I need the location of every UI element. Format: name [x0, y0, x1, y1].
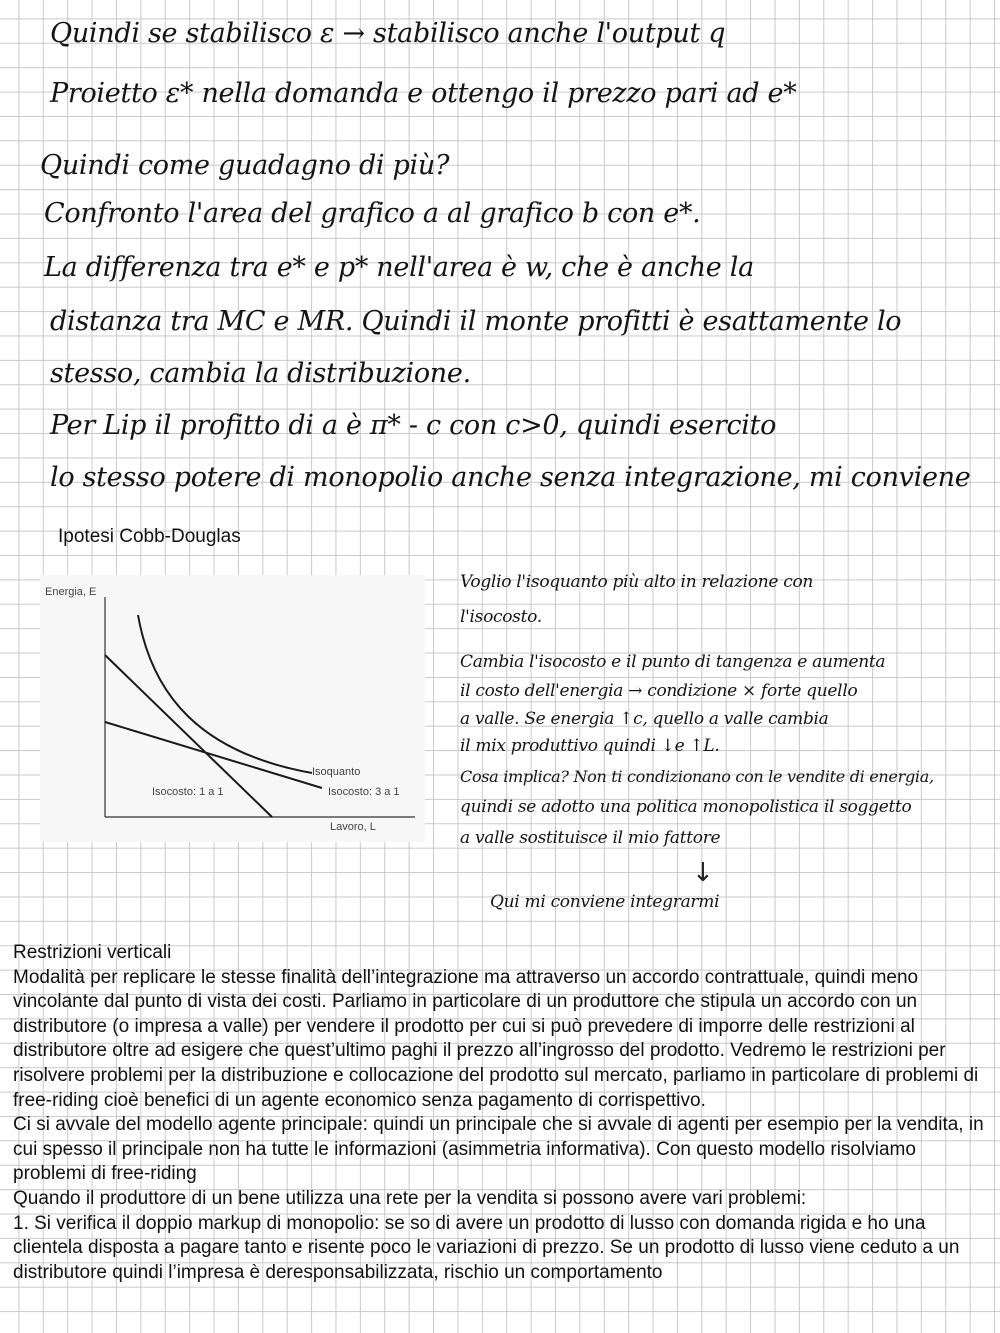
isocost-line-3-to-1 [105, 722, 322, 788]
paragraph: Ci si avvale del modello agente principale: quindi un principale che si avvale di agenti per esempio per la vendita, in cui spesso il principale non ha tutte le informazioni (asimmetria informativa). Con questo modello risolviamo problemi di free-riding [13, 1114, 984, 1185]
section-heading: Restrizioni verticali [13, 942, 172, 963]
paragraph: Quando il produttore di un bene utilizza una rete per la vendita si possono avere vari problemi: [13, 1187, 807, 1209]
handwritten-side-line: l'isocosto. [460, 607, 542, 627]
paragraph: Modalità per replicare le stesse finalità dell’integrazione ma attraverso un accordo contrattuale, quindi meno vincolante dal punto di vista dei costi. Parliamo in particolare di un produttore che stipula un accordo con un distributore (o impresa a valle) per vendere il prodotto per cui si può prevedere di imporre delle restrizioni al distributore oltre ad esigere che quest’ultimo paghi il prezzo all’ingrosso del prodotto. Vedremo le restrizioni per risolvere problemi per la distribuzione e collocazione del prodotto sul mercato, parliamo in particolare di problemi di free-riding cioè benefici di un agente economico senza pagamento di corrispettivo. [13, 966, 979, 1111]
handwritten-line: distanza tra MC e MR. Quindi il monte profitti è esattamente lo [50, 306, 902, 337]
handwritten-conclusion: Qui mi conviene integrarmi [490, 892, 720, 912]
handwritten-line: Confronto l'area del grafico a al grafico b con e*. [44, 198, 701, 229]
handwritten-side-line: Cosa implica? Non ti condizionano con le vendite di energia, [460, 767, 934, 786]
arrow-down-icon: ↓ [692, 858, 714, 888]
isoquant-isocost-diagram [40, 575, 425, 842]
handwritten-side-line: Voglio l'isoquanto più alto in relazione con [460, 572, 814, 592]
handwritten-side-line: a valle sostituisce il mio fattore [460, 828, 721, 848]
handwritten-side-line: il costo dell'energia → condizione × forte quello [460, 681, 858, 701]
handwritten-line: stesso, cambia la distribuzione. [50, 358, 471, 389]
body-text [13, 941, 993, 1285]
y-axis-label: Energia, E [45, 586, 97, 598]
handwritten-line: lo stesso potere di monopolio anche senza integrazione, mi conviene [50, 462, 971, 493]
cobb-douglas-figure [40, 575, 425, 842]
handwritten-line: Quindi come guadagno di più? [40, 150, 450, 181]
handwritten-line: Proietto ε* nella domanda e ottengo il prezzo pari ad e* [50, 78, 797, 109]
handwritten-line: La differenza tra e* e p* nell'area è w, che è anche la [44, 252, 754, 283]
isoquant-curve [138, 615, 312, 773]
isocost-1-label: Isocosto: 1 a 1 [152, 786, 224, 798]
isoquant-label: Isoquanto [312, 766, 361, 778]
isocost-3-label: Isocosto: 3 a 1 [328, 786, 400, 798]
handwritten-line: Per Lip il profitto di a è π* - c con c>0, quindi esercito [50, 410, 777, 441]
paragraph: 1. Si verifica il doppio markup di monopolio: se so di avere un prodotto di lusso con domanda rigida e ho una clientela disposta a pagare tanto e risente poco le variazioni di prezzo. Se un prodotto di lusso viene ceduto a un distributore quindi l’impresa è deresponsabilizzata, rischio un comportamento [13, 1212, 960, 1283]
handwritten-side-line: a valle. Se energia ↑c, quello a valle cambia [460, 709, 829, 729]
x-axis-label: Lavoro, L [330, 821, 376, 833]
figure-caption: Ipotesi Cobb-Douglas [58, 526, 241, 547]
handwritten-line: Quindi se stabilisco ε → stabilisco anche l'output q [50, 18, 726, 49]
handwritten-side-line: quindi se adotto una politica monopolistica il soggetto [460, 797, 912, 817]
handwritten-side-line: il mix produttivo quindi ↓e ↑L. [460, 736, 720, 756]
handwritten-side-line: Cambia l'isocosto e il punto di tangenza e aumenta [460, 652, 886, 672]
